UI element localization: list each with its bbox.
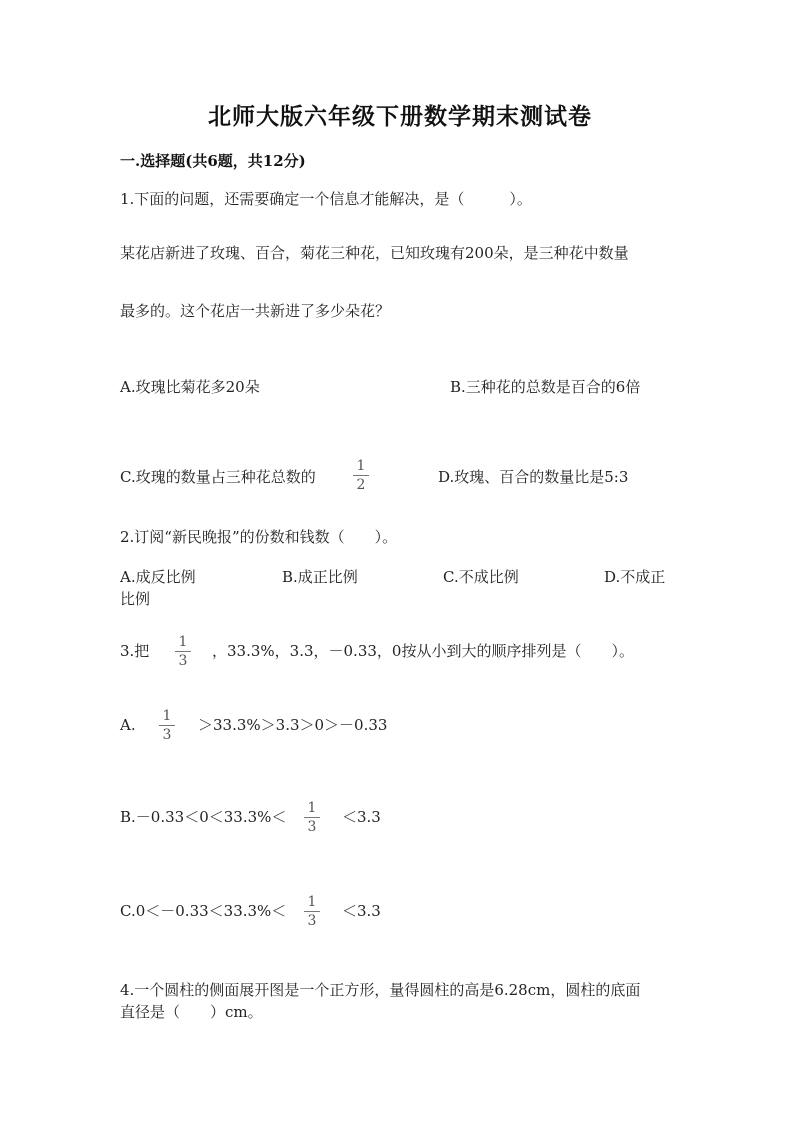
q1-option-c: C.玫瑰的数量占三种花总数的 xyxy=(120,468,316,486)
fraction-denominator: 3 xyxy=(178,653,188,669)
q3-option-a-fraction xyxy=(158,708,176,743)
page-title: 北师大版六年级下册数学期末测试卷 xyxy=(208,103,592,130)
fraction-denominator: 3 xyxy=(307,913,317,929)
fraction-bar xyxy=(175,651,191,652)
fraction-numerator: 1 xyxy=(178,634,188,650)
q3-option-a-label: A. xyxy=(120,716,136,734)
fraction-numerator: 1 xyxy=(162,708,172,724)
fraction-denominator: 3 xyxy=(307,819,317,835)
q3-option-c-fraction xyxy=(303,894,321,929)
q1-option-c-fraction xyxy=(352,458,370,493)
q1-stem: 1.下面的问题，还需要确定一个信息才能解决，是（ ）。 xyxy=(120,190,532,208)
q1-option-d: D.玫瑰、百合的数量比是5:3 xyxy=(438,468,629,486)
fraction-bar xyxy=(304,817,320,818)
q3-option-c-tail: ＜3.3 xyxy=(342,902,381,920)
section-heading: 一.选择题(共6题，共12分) xyxy=(120,152,306,170)
q1-option-a: A.玫瑰比菊花多20朵 xyxy=(120,378,260,396)
q1-option-b: B.三种花的总数是百合的6倍 xyxy=(450,378,641,396)
q2-stem: 2.订阅“新民晚报”的份数和钱数（ ）。 xyxy=(120,528,398,546)
q3-stem-fraction xyxy=(174,634,192,669)
q2-option-d: D.不成正 xyxy=(604,568,666,586)
q4-stem-line-1: 4.一个圆柱的侧面展开图是一个正方形，量得圆柱的高是6.28cm，圆柱的底面 xyxy=(120,981,641,999)
q2-option-d-wrap: 比例 xyxy=(120,590,151,608)
fraction-numerator: 1 xyxy=(307,800,317,816)
q3-stem-post: ，33.3%，3.3，－0.33，0按从小到大的顺序排列是（ ）。 xyxy=(212,642,634,660)
q3-option-b: B.－0.33＜0＜33.3%＜ xyxy=(120,808,287,826)
q1-body-line-1: 某花店新进了玫瑰、百合，菊花三种花，已知玫瑰有200朵，是三种花中数量 xyxy=(120,244,629,262)
fraction-numerator: 1 xyxy=(356,458,366,474)
q3-stem-pre: 3.把 xyxy=(120,642,150,660)
q3-option-a: ＞33.3%＞3.3＞0＞－0.33 xyxy=(198,716,388,734)
q2-option-b: B.成正比例 xyxy=(282,568,358,586)
q3-option-b-tail: ＜3.3 xyxy=(342,808,381,826)
q3-option-b-fraction xyxy=(303,800,321,835)
fraction-numerator: 1 xyxy=(307,894,317,910)
fraction-bar xyxy=(353,475,369,476)
q3-option-c: C.0＜－0.33＜33.3%＜ xyxy=(120,902,287,920)
q2-option-a: A.成反比例 xyxy=(120,568,196,586)
q4-stem-line-2: 直径是（ ）cm。 xyxy=(120,1003,263,1021)
q1-body-line-2: 最多的。这个花店一共新进了多少朵花？ xyxy=(120,302,391,320)
q2-option-c: C.不成比例 xyxy=(443,568,519,586)
fraction-denominator: 3 xyxy=(162,727,172,743)
fraction-bar xyxy=(304,911,320,912)
fraction-denominator: 2 xyxy=(356,477,366,493)
fraction-bar xyxy=(159,725,175,726)
